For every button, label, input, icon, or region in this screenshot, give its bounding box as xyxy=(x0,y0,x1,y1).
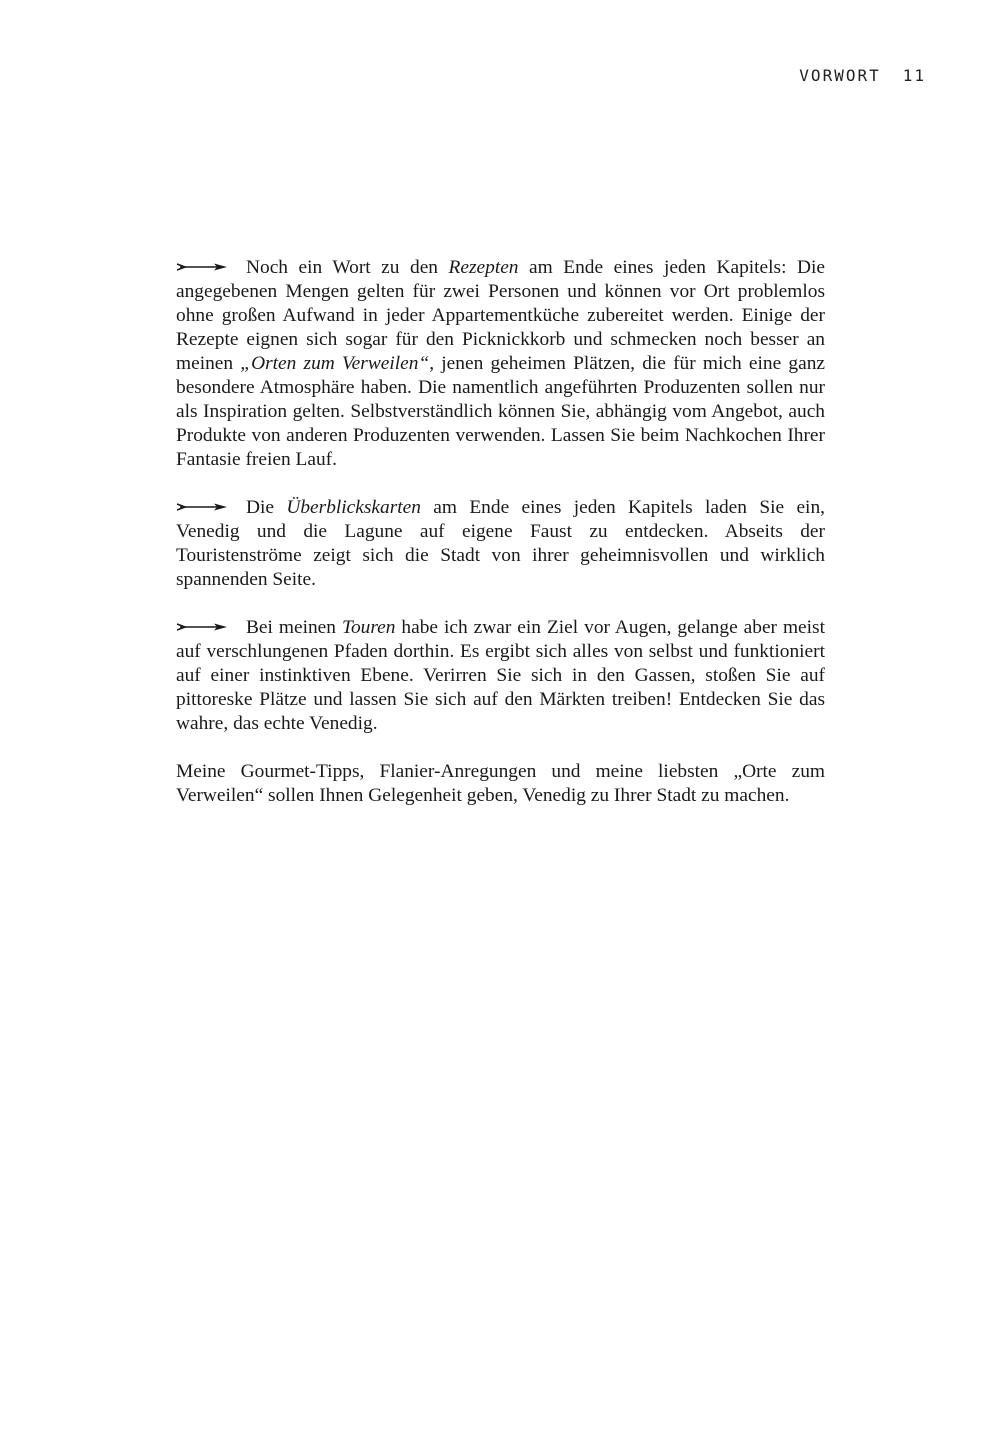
paragraph-text: Noch ein Wort zu den xyxy=(246,257,449,278)
emphasis-text: Touren xyxy=(341,617,396,638)
paragraph-text: am Ende eines jeden Kapitels: Die angegebenen Mengen gelten für zwei Personen und können vor Ort problemlos ohne großen Aufwand in jeder Appartementküche zubereitet werden. Einige der Rezepte eignen sich sogar für den Picknickkorb und schmecken noch besser an meinen xyxy=(176,257,825,374)
paragraph-closing: Meine Gourmet-Tipps, Flanier-Anregungen und meine liebsten „Orte zum Verweilen“ sollen Ihnen Gelegenheit geben, Venedig zu Ihrer Stadt zu machen. xyxy=(176,761,825,806)
running-head xyxy=(799,66,926,85)
emphasis-text: „Orten zum Verweilen“ xyxy=(240,353,430,374)
paragraph-text: Die xyxy=(246,497,287,518)
paragraph-text: , jenen geheimen Plätzen, die für mich eine ganz besondere Atmosphäre haben. Die namentlich angeführten Produzenten sollen nur als Inspiration gelten. Selbstverständlich können Sie, abhängig vom Angebot, auch Produkte von anderen Produzenten verwenden. Lassen Sie beim Nachkochen Ihrer Fantasie freien Lauf. xyxy=(176,353,826,470)
paragraph-maps xyxy=(176,496,825,592)
body-text xyxy=(176,256,825,808)
paragraph-tours xyxy=(176,616,825,736)
section-title: VORWORT xyxy=(799,66,881,85)
arrow-right-icon xyxy=(176,621,228,633)
arrow-right-icon xyxy=(176,261,228,273)
emphasis-text: Überblickskarten xyxy=(286,497,421,518)
paragraph-text: am Ende eines jeden Kapitels laden Sie ein, Venedig und die Lagune auf eigene Faust zu entdecken. Abseits der Touristenströme zeigt sich die Stadt von ihrer geheimnisvollen und wirklich spannenden Seite. xyxy=(176,497,825,590)
paragraph-recipes xyxy=(176,256,825,472)
emphasis-text: Rezepten xyxy=(448,257,519,278)
page-number: 11 xyxy=(902,66,926,85)
paragraph-text: Bei meinen xyxy=(246,617,342,638)
arrow-right-icon xyxy=(176,501,228,513)
paragraph-text: habe ich zwar ein Ziel vor Augen, gelange aber meist auf verschlungenen Pfaden dorthin. Es ergibt sich alles von selbst und funktioniert auf einer instinktiven Ebene. Verirren Sie sich in den Gassen, stoßen Sie auf pittoreske Plätze und lassen Sie sich auf den Märkten treiben! Entdecken Sie das wahre, das echte Venedig. xyxy=(176,617,825,734)
